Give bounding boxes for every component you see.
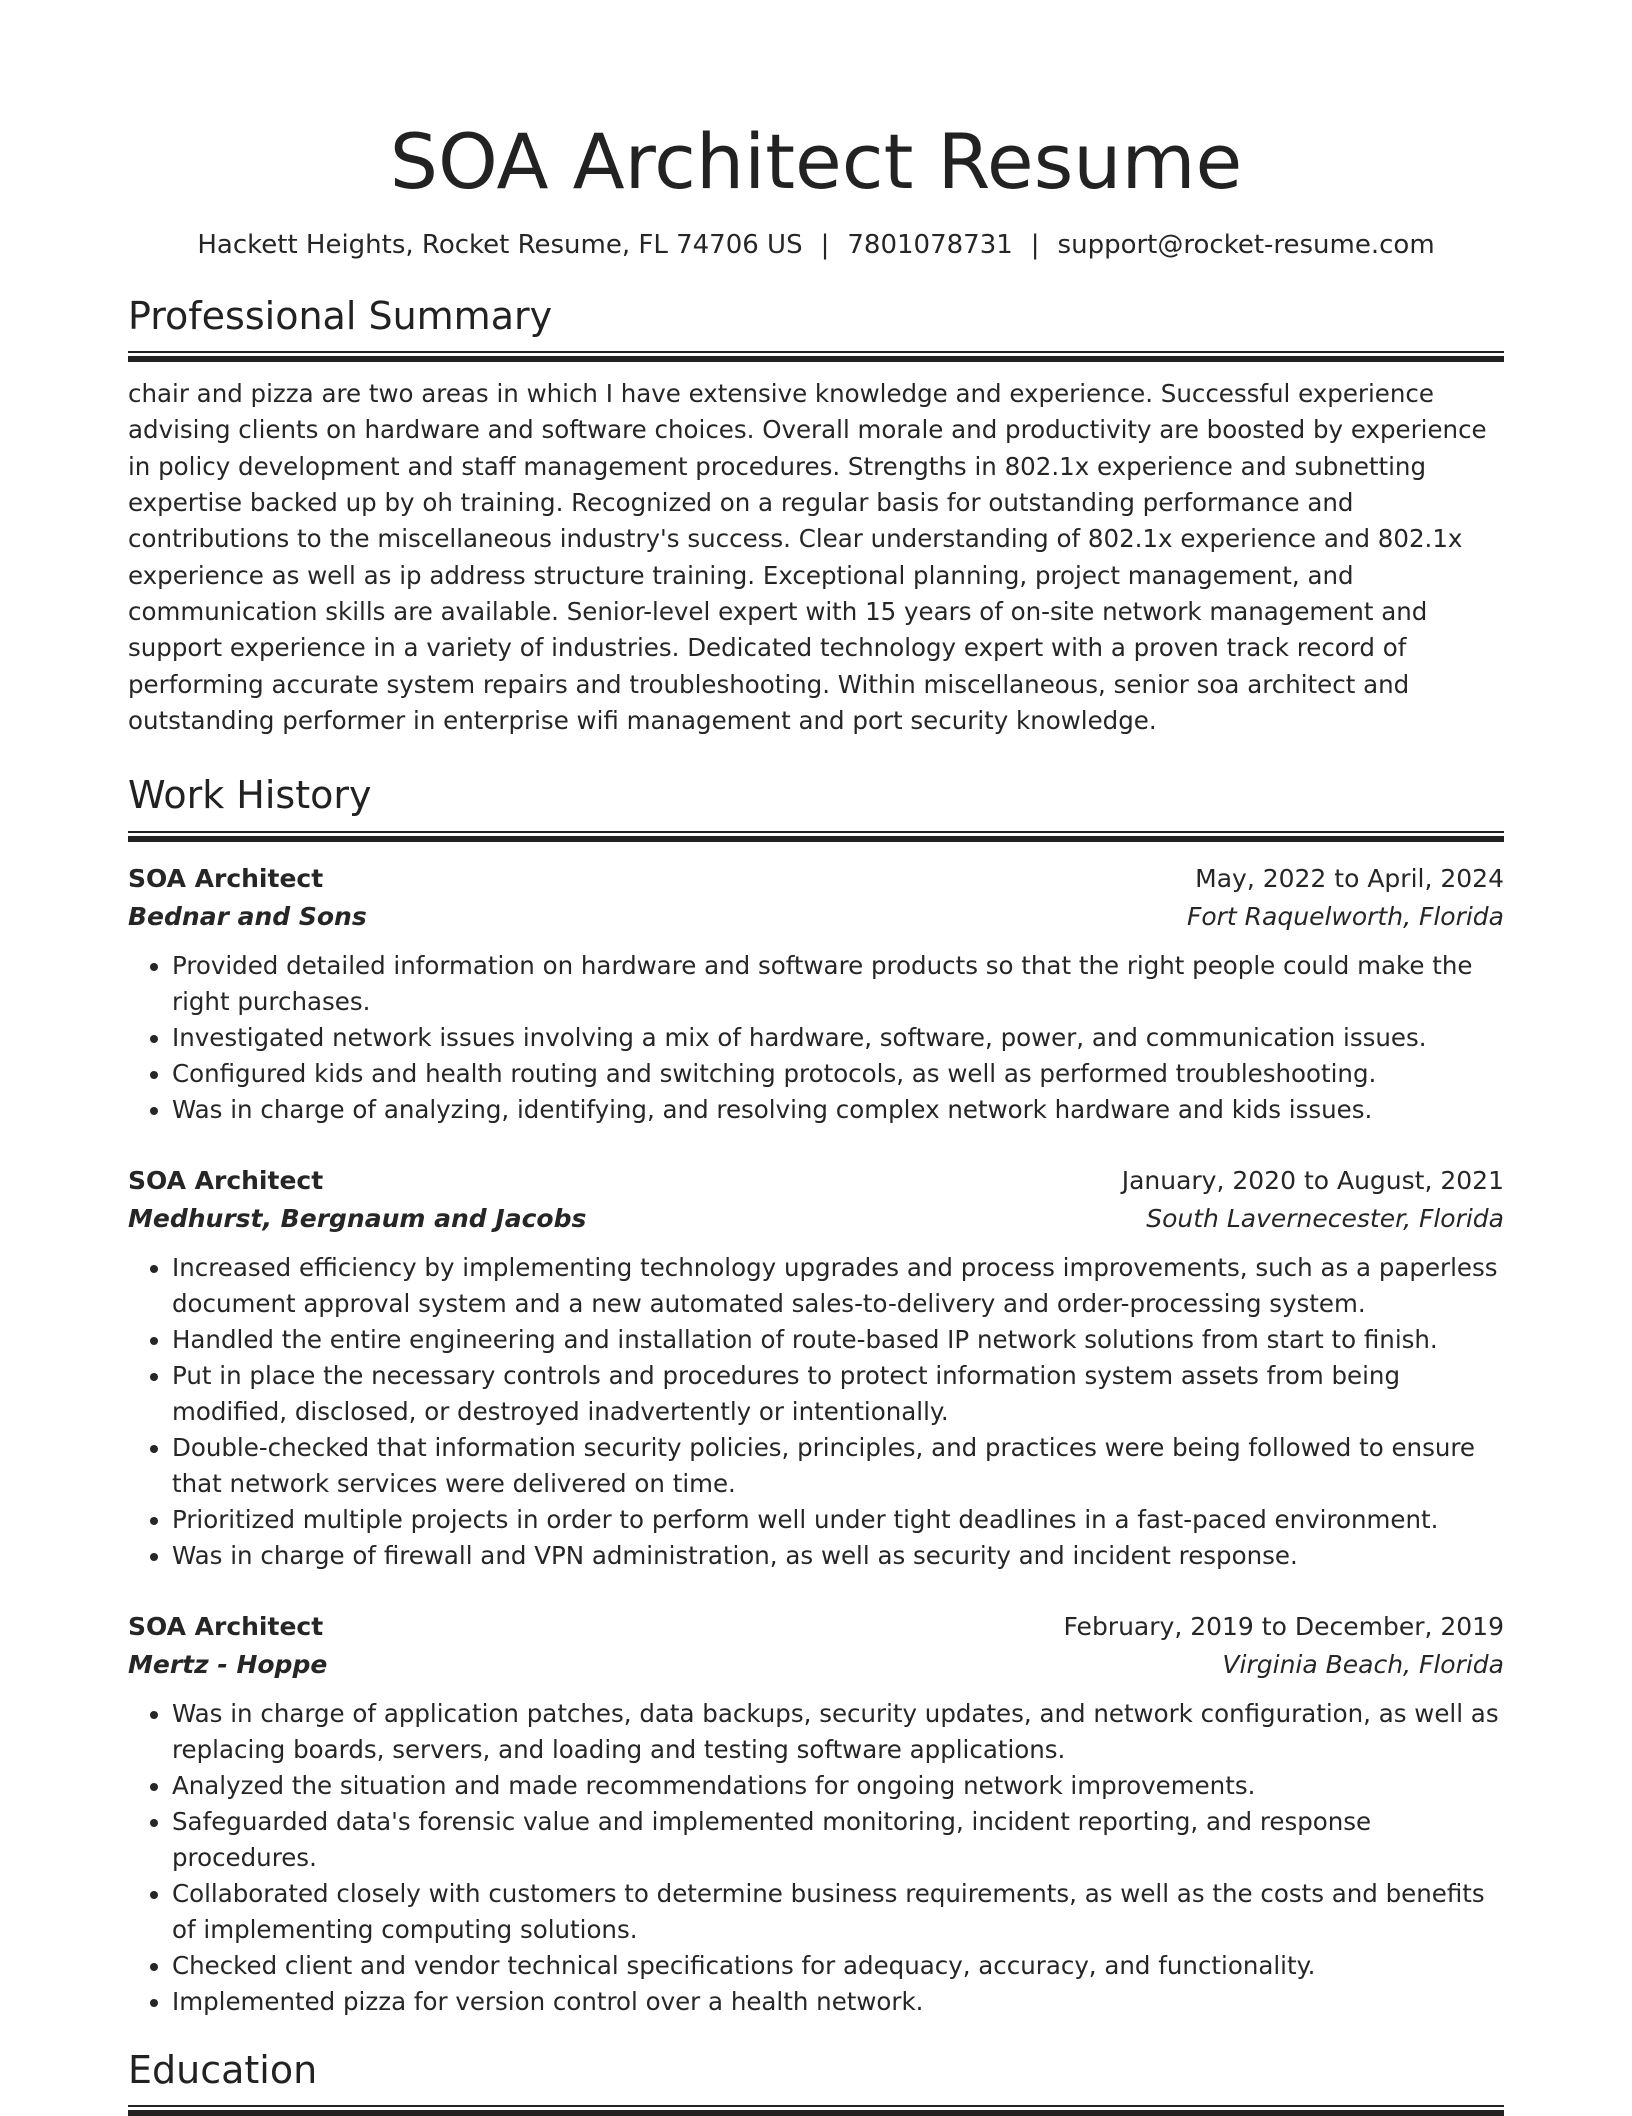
- job-bullet: • Implemented pizza for version control over a health network.: [172, 1984, 1504, 2020]
- job-bullet: • Provided detailed information on hardware and software products so that the right people could make the right purchases.: [172, 948, 1504, 1020]
- job-bullet: • Increased efficiency by implementing technology upgrades and process improvements, such as a paperless document approval system and a new automated sales-to-delivery and order-processing system.: [172, 1250, 1504, 1322]
- job-company: Medhurst, Bergnaum and Jacobs: [128, 1203, 587, 1233]
- job-entry: [128, 1162, 1504, 1574]
- job-dates: May, 2022 to April, 2024: [1195, 863, 1504, 893]
- job-bullet: • Double-checked that information security policies, principles, and practices were being followed to ensure that network services were delivered on time.: [172, 1430, 1504, 1502]
- job-company: Mertz - Hoppe: [128, 1649, 328, 1679]
- job-entry: [128, 1608, 1504, 2020]
- section-divider: [128, 831, 1504, 842]
- section-title-work: Work History: [128, 773, 372, 818]
- job-entry: [128, 860, 1504, 1128]
- job-location: Fort Raquelworth, Florida: [1186, 901, 1504, 931]
- job-dates: February, 2019 to December, 2019: [1063, 1611, 1504, 1641]
- section-title-education: Education: [128, 2047, 318, 2092]
- job-bullet: • Investigated network issues involving a mix of hardware, software, power, and communication issues.: [172, 1020, 1504, 1056]
- contact-line: [128, 230, 1504, 260]
- contact-phone: 7801078731: [847, 229, 1013, 260]
- job-bullet: • Checked client and vendor technical specifications for adequacy, accuracy, and functionality.: [172, 1948, 1504, 1984]
- job-title: SOA Architect: [128, 1611, 324, 1641]
- job-company: Bednar and Sons: [128, 901, 367, 931]
- contact-separator: |: [820, 229, 830, 260]
- job-bullets: [128, 1250, 1504, 1574]
- contact-address: Hackett Heights, Rocket Resume, FL 74706 US: [197, 229, 803, 260]
- contact-email: support@rocket-resume.com: [1057, 229, 1435, 260]
- job-title: SOA Architect: [128, 863, 324, 893]
- job-bullet: • Configured kids and health routing and switching protocols, as well as performed troubleshooting.: [172, 1056, 1504, 1092]
- summary-text: chair and pizza are two areas in which I have extensive knowledge and experience. Successful experience advising clients on hardware and software choices. Overall morale and productivity are boosted by experience in policy development and staff management procedures. Strengths in 802.1x experience and subnetting expertise backed up by oh training. Recognized on a regular basis for outstanding performance and contributions to the miscellaneous industry's success. Clear understanding of 802.1x experience and 802.1x experience as well as ip address structure training. Exceptional planning, project management, and communication skills are available. Senior-level expert with 15 years of on-site network management and support experience in a variety of industries. Dedicated technology expert with a proven track record of performing accurate system repairs and troubleshooting. Within miscellaneous, senior soa architect and outstanding performer in enterprise wifi management and port security knowledge.: [128, 379, 1487, 735]
- job-bullet: • Was in charge of analyzing, identifying, and resolving complex network hardware and kids issues.: [172, 1092, 1504, 1128]
- job-bullets: [128, 948, 1504, 1128]
- contact-separator: |: [1030, 229, 1040, 260]
- job-bullet: • Prioritized multiple projects in order to perform well under tight deadlines in a fast-paced environment.: [172, 1502, 1504, 1538]
- section-divider: [128, 351, 1504, 362]
- job-bullets: [128, 1696, 1504, 2020]
- job-title: SOA Architect: [128, 1165, 324, 1195]
- job-location: Virginia Beach, Florida: [1222, 1649, 1504, 1679]
- job-bullet: • Analyzed the situation and made recommendations for ongoing network improvements.: [172, 1768, 1504, 1804]
- job-bullet: • Handled the entire engineering and installation of route-based IP network solutions from start to finish.: [172, 1322, 1504, 1358]
- section-title-summary: Professional Summary: [128, 293, 553, 338]
- job-bullet: • Was in charge of application patches, data backups, security updates, and network configuration, as well as replacing boards, servers, and loading and testing software applications.: [172, 1696, 1504, 1768]
- job-dates: January, 2020 to August, 2021: [1121, 1165, 1504, 1195]
- section-divider: [128, 2105, 1504, 2116]
- job-bullet: • Safeguarded data's forensic value and implemented monitoring, incident reporting, and response procedures.: [172, 1804, 1504, 1876]
- job-location: South Lavernecester, Florida: [1146, 1203, 1504, 1233]
- job-bullet: • Collaborated closely with customers to determine business requirements, as well as the costs and benefits of implementing computing solutions.: [172, 1876, 1504, 1948]
- job-bullet: • Put in place the necessary controls and procedures to protect information system assets from being modified, disclosed, or destroyed inadvertently or intentionally.: [172, 1358, 1504, 1430]
- resume-title: SOA Architect Resume: [389, 117, 1243, 206]
- job-bullet: • Was in charge of firewall and VPN administration, as well as security and incident response.: [172, 1538, 1504, 1574]
